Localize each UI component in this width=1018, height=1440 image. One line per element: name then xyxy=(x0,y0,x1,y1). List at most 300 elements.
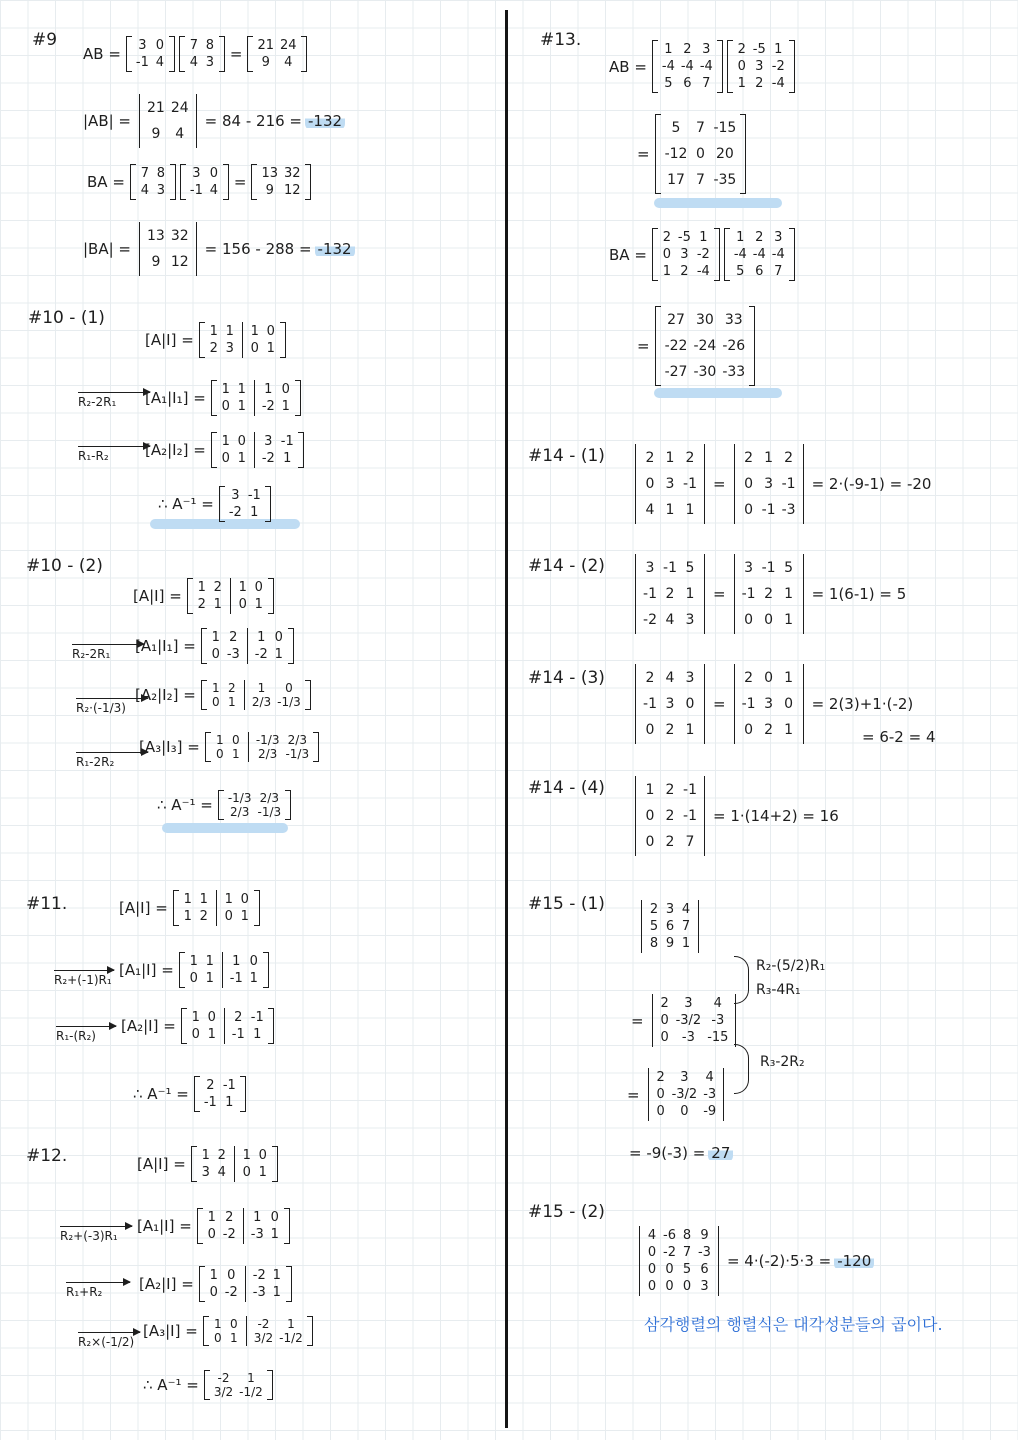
matrix-entry: 21 xyxy=(257,38,274,53)
equation-ab: AB = 3 0 -1 4 7 8 4 3 = 21 24 9 4 xyxy=(80,36,309,72)
matrix-entry: 0 xyxy=(660,1030,669,1045)
matrix-entry: 0 xyxy=(250,341,259,356)
matrix-entry: 1 xyxy=(274,647,283,662)
matrix-entry: -1 xyxy=(250,1010,264,1025)
row-operation: R₁-2R₂ xyxy=(76,752,148,769)
problem-label: #14 - (3) xyxy=(528,668,605,688)
matrix-entry: -3 xyxy=(226,647,240,662)
matrix-entry: 1 xyxy=(662,264,672,279)
matrix-entry: -3/2 xyxy=(675,1013,702,1028)
matrix-entry: 8 xyxy=(682,1228,692,1243)
matrix-entry: 0 xyxy=(231,733,240,747)
product-result: = 5 7 -15 -12 0 20 17 7 -35 xyxy=(634,114,748,194)
matrix-entry: 4 xyxy=(681,902,691,917)
highlighted-answer: -132 xyxy=(315,240,355,258)
determinant-step: = 2 3 4 0 -3/2 -3 0 0 -9 xyxy=(624,1068,729,1121)
matrix-entry: 0 xyxy=(764,612,774,628)
matrix-entry: 7 xyxy=(189,38,198,53)
augmented-step: [A|I] = 1 1 1 2 1 0 0 1 xyxy=(116,890,262,926)
problem-label: #13. xyxy=(540,30,582,50)
matrix-entry: 0 xyxy=(662,247,672,262)
matrix-entry: 0 xyxy=(784,696,794,712)
matrix-entry: -1/3 xyxy=(277,695,301,709)
row-operation: R₂-2R₁ xyxy=(72,644,144,661)
matrix-entry: -1 xyxy=(683,476,697,492)
equation-ab: AB = 1 2 3 -4 -4 -4 5 6 7 2 -5 1 0 3 -2 1 2 -4 xyxy=(606,40,797,93)
matrix-entry: 4 xyxy=(665,670,675,686)
matrix-entry: -1/2 xyxy=(279,1331,303,1345)
augmented-step: [A₁|I₁] = 1 2 0 -3 1 0 -2 1 xyxy=(132,628,296,664)
matrix-entry: -1 xyxy=(189,183,203,198)
matrix-entry: 5 xyxy=(784,560,794,576)
matrix-entry: 1 xyxy=(207,1210,216,1225)
highlighted-answer: -120 xyxy=(834,1252,874,1270)
matrix-entry: -9 xyxy=(703,1104,717,1119)
matrix-entry: 3 xyxy=(684,996,693,1011)
matrix-entry: 3 xyxy=(700,1279,709,1294)
matrix-entry: 0 xyxy=(211,647,220,662)
matrix-entry: 2 xyxy=(225,1210,234,1225)
matrix-entry: 2/3 xyxy=(259,791,279,805)
matrix-entry: 1 xyxy=(229,1331,238,1345)
matrix xyxy=(652,40,723,93)
row-operation: R₂×(-1/2) xyxy=(78,1332,140,1349)
matrix-entry: 2 xyxy=(764,722,774,738)
matrix-entry: -2 xyxy=(261,399,275,414)
inverse-answer: ∴ A⁻¹ = -1/3 2/3 2/3 -1/3 xyxy=(154,790,293,820)
row-operation: R₂+(-3)R₁ xyxy=(60,1226,132,1243)
matrix-entry: 1 xyxy=(270,1227,279,1242)
matrix-entry: 0 xyxy=(237,434,246,449)
determinant xyxy=(632,776,708,856)
matrix-entry: 1 xyxy=(237,451,246,466)
matrix-entry: -2 xyxy=(217,1371,230,1385)
matrix-entry: 0 xyxy=(242,1165,251,1180)
matrix-entry: 0 xyxy=(744,612,754,628)
row-operation: R₁+R₂ xyxy=(66,1282,130,1299)
matrix-entry: 1 xyxy=(201,1148,210,1163)
matrix xyxy=(126,36,175,72)
augmented-step: [A|I] = 1 2 3 4 1 0 0 1 xyxy=(134,1146,280,1182)
row-operation: R₂+(-1)R₁ xyxy=(54,970,114,987)
matrix-entry: 2 xyxy=(645,670,655,686)
matrix-entry: 1 xyxy=(272,1285,281,1300)
matrix-entry: 6 xyxy=(755,264,764,279)
matrix-entry: 0 xyxy=(227,1268,236,1283)
augmented-step: [A₃|I] = 1 0 0 1 -2 1 3/2 -1/2 xyxy=(140,1316,315,1346)
augmented-step: [A|I] = 1 2 2 1 1 0 0 1 xyxy=(130,578,276,614)
matrix-entry: 17 xyxy=(667,172,685,188)
matrix-entry: 0 xyxy=(224,909,233,924)
matrix-entry: 0 xyxy=(645,834,655,850)
matrix-entry: 1 xyxy=(197,580,206,595)
matrix-entry: 3 xyxy=(225,341,234,356)
matrix-entry: 1 xyxy=(250,324,259,339)
augmented-step: [A₂|I] = 1 0 0 -2 -2 1 -3 1 xyxy=(136,1266,294,1302)
matrix-entry: 1 xyxy=(183,892,192,907)
matrix-entry: 4 xyxy=(175,126,185,142)
matrix-entry: 9 xyxy=(151,126,161,142)
matrix-entry: 1 xyxy=(231,747,240,761)
augmented-matrix xyxy=(201,628,294,664)
augmented-matrix xyxy=(199,1266,292,1302)
matrix-entry: 32 xyxy=(170,228,189,244)
matrix-entry: 7 xyxy=(695,120,705,136)
matrix-entry: 0 xyxy=(207,1227,216,1242)
matrix-entry: 3 xyxy=(201,1165,210,1180)
matrix-entry: 3 xyxy=(205,55,214,70)
matrix-entry: -3 xyxy=(711,1013,725,1028)
matrix-entry: 2 xyxy=(645,450,655,466)
matrix-entry: -1 xyxy=(231,1027,245,1042)
matrix-entry: 8 xyxy=(156,166,166,181)
matrix-entry: 1 xyxy=(264,382,273,397)
matrix-entry: 1 xyxy=(645,782,655,798)
matrix-entry: -4 xyxy=(661,59,675,74)
matrix-entry: 1 xyxy=(249,971,258,986)
matrix-entry: 1 xyxy=(227,695,236,709)
matrix-entry: -6 xyxy=(663,1228,676,1243)
matrix-entry: 0 xyxy=(221,451,230,466)
matrix-entry: 3 xyxy=(192,166,201,181)
matrix-entry: 4 xyxy=(284,55,293,70)
augmented-matrix xyxy=(211,432,304,468)
matrix-entry: -1 xyxy=(741,586,756,602)
determinant xyxy=(731,554,807,634)
matrix-entry: 0 xyxy=(238,597,247,612)
matrix-entry: -2 xyxy=(663,1245,676,1260)
matrix-entry: -3/2 xyxy=(671,1087,698,1102)
matrix-entry: -1 xyxy=(643,586,657,602)
row-operation: R₁-R₂ xyxy=(78,446,150,463)
matrix-entry: 3/2 xyxy=(213,1385,234,1399)
matrix xyxy=(180,164,229,200)
matrix-entry: 2 xyxy=(755,76,764,91)
matrix-entry: 0 xyxy=(285,681,293,695)
matrix-entry: 9 xyxy=(151,254,161,270)
matrix-entry: 1 xyxy=(736,230,745,245)
augmented-matrix xyxy=(203,1316,313,1346)
highlighted-answer: 27 xyxy=(708,1144,733,1162)
matrix-entry: 5 xyxy=(685,560,695,576)
matrix-entry: -1 xyxy=(135,55,149,70)
matrix-entry: 0 xyxy=(207,1010,216,1025)
matrix-entry: -1 xyxy=(683,782,697,798)
matrix-entry: -12 xyxy=(664,146,688,162)
matrix-entry: -1 xyxy=(741,696,756,712)
matrix-entry: -4 xyxy=(699,59,713,74)
problem-label: #10 - (2) xyxy=(26,556,103,576)
answer-highlight xyxy=(162,823,288,833)
inverse-answer: ∴ A⁻¹ = -2 1 3/2 -1/2 xyxy=(140,1370,275,1400)
augmented-step: [A₁|I] = 1 1 0 1 1 0 -1 1 xyxy=(116,952,271,988)
matrix-entry: 1 xyxy=(240,909,249,924)
matrix-entry: 4 xyxy=(647,1228,657,1243)
row-operation: R₁-(R₂) xyxy=(56,1026,116,1043)
matrix-entry: 1 xyxy=(205,971,214,986)
matrix-entry: -1 xyxy=(222,1078,236,1093)
matrix-entry: 7 xyxy=(695,172,705,188)
matrix-entry: 5 xyxy=(671,120,681,136)
matrix-entry: 9 xyxy=(700,1228,709,1243)
matrix-entry: 0 xyxy=(645,722,655,738)
augmented-matrix xyxy=(187,578,274,614)
matrix-entry: 0 xyxy=(211,695,220,709)
matrix-entry: -4 xyxy=(752,247,766,262)
row-operation: R₂-2R₁ xyxy=(78,392,150,409)
augmented-matrix xyxy=(191,1146,278,1182)
matrix-entry: 0 xyxy=(647,1245,657,1260)
matrix-entry: 2 xyxy=(755,230,764,245)
matrix-entry: 0 xyxy=(221,399,230,414)
determinant xyxy=(649,994,740,1047)
augmented-step: [A₂|I₂] = 1 0 0 1 3 -1 -2 1 xyxy=(142,432,306,468)
matrix-entry: 1 xyxy=(191,1010,200,1025)
matrix-entry: 3 xyxy=(156,183,166,198)
matrix-entry: -1/3 xyxy=(285,747,310,761)
matrix-entry: -3 xyxy=(781,502,796,518)
determinant xyxy=(636,1226,722,1296)
matrix-entry: 33 xyxy=(724,312,743,328)
matrix-entry: 3 xyxy=(665,902,675,917)
matrix-entry: 0 xyxy=(682,1279,692,1294)
matrix-entry: -2 xyxy=(771,59,785,74)
matrix-entry: 0 xyxy=(240,892,249,907)
determinant xyxy=(136,94,200,148)
matrix-entry: 2 xyxy=(744,450,754,466)
matrix-entry: 1 xyxy=(281,399,290,414)
matrix-entry: 21 xyxy=(147,100,165,116)
matrix-entry: 1 xyxy=(225,324,234,339)
equation-ba: BA = 2 -5 1 0 3 -2 1 2 -4 1 2 3 -4 -4 -4 5 6 7 xyxy=(606,228,797,281)
matrix-entry: 4 xyxy=(713,996,722,1011)
matrix-entry: 2/3 xyxy=(230,805,250,819)
matrix-entry: 2 xyxy=(764,586,774,602)
matrix-entry: 0 xyxy=(744,502,754,518)
matrix xyxy=(727,40,795,93)
matrix-entry: 0 xyxy=(737,59,746,74)
matrix-entry: 2 xyxy=(665,834,675,850)
augmented-step: [A₁|I] = 1 2 0 -2 1 0 -3 1 xyxy=(134,1208,292,1244)
matrix-entry: -4 xyxy=(680,59,694,74)
matrix xyxy=(724,228,795,281)
matrix-entry: 0 xyxy=(647,1262,657,1277)
matrix xyxy=(655,306,756,386)
augmented-step: [A₂|I] = 1 0 0 1 2 -1 -1 1 xyxy=(118,1008,276,1044)
matrix-entry: -2 xyxy=(252,1268,266,1283)
matrix-entry: 1 xyxy=(215,733,224,747)
matrix-entry: 1 xyxy=(224,892,233,907)
problem-label: #14 - (4) xyxy=(528,778,605,798)
matrix-entry: 2 xyxy=(227,681,236,695)
augmented-matrix xyxy=(201,680,311,710)
matrix-entry: 1 xyxy=(189,954,198,969)
matrix-entry: 1 xyxy=(665,450,675,466)
matrix-entry: -4 xyxy=(733,247,747,262)
matrix-entry: 2 xyxy=(197,597,206,612)
matrix-entry: -35 xyxy=(713,172,737,188)
determinant-equation: 2 1 2 0 3 -1 4 1 1 = 2 1 2 0 3 -1 0 -1 -3 = 2·(-9-1) = -20 xyxy=(630,444,934,524)
matrix-entry: 3 xyxy=(702,42,711,57)
row-op-arrow xyxy=(734,1044,749,1094)
matrix-entry: 2 xyxy=(685,450,695,466)
matrix-entry: 0 xyxy=(191,1027,200,1042)
matrix-entry: 3 xyxy=(755,59,764,74)
answer-highlight xyxy=(654,388,782,398)
row-operation: R₂-(5/2)R₁ xyxy=(756,958,826,974)
matrix-entry: -4 xyxy=(696,264,710,279)
matrix-entry: -1 xyxy=(247,488,261,503)
augmented-matrix xyxy=(181,1008,274,1044)
matrix-entry: 5 xyxy=(736,264,745,279)
matrix-entry: -1/3 xyxy=(257,805,282,819)
matrix-entry: 1 xyxy=(784,670,794,686)
matrix-entry: 0 xyxy=(665,1262,674,1277)
problem-label: #15 - (2) xyxy=(528,1202,605,1222)
matrix xyxy=(247,36,306,72)
matrix-entry: 1 xyxy=(199,892,208,907)
matrix-entry: -1 xyxy=(280,434,294,449)
matrix-entry: 0 xyxy=(209,1285,218,1300)
matrix-entry: -4 xyxy=(771,76,785,91)
matrix-entry: 1 xyxy=(266,341,275,356)
matrix-entry: -1 xyxy=(683,808,697,824)
matrix-entry: 20 xyxy=(715,146,734,162)
matrix-entry: 1 xyxy=(221,434,230,449)
matrix-entry: -5 xyxy=(752,42,766,57)
matrix-entry: 1 xyxy=(784,722,794,738)
matrix-entry: 13 xyxy=(147,228,165,244)
matrix-entry: 2 xyxy=(683,42,692,57)
matrix-entry: -1 xyxy=(643,696,657,712)
matrix-entry: 0 xyxy=(155,38,164,53)
matrix xyxy=(655,114,747,194)
matrix-entry: 4 xyxy=(189,55,198,70)
matrix-entry: 6 xyxy=(683,76,692,91)
matrix-entry: 0 xyxy=(209,166,218,181)
matrix-entry: -2 xyxy=(222,1227,236,1242)
matrix-entry: 4 xyxy=(705,1070,714,1085)
matrix-entry: -1/2 xyxy=(239,1385,263,1399)
matrix-entry: 5 xyxy=(664,76,673,91)
matrix-entry: -2 xyxy=(228,505,242,520)
row-operation: R₃-4R₁ xyxy=(756,982,801,998)
matrix-entry: -1/3 xyxy=(255,733,280,747)
augmented-step: [A₁|I₁] = 1 1 0 1 1 0 -2 1 xyxy=(142,380,303,416)
matrix-entry: 5 xyxy=(649,919,659,934)
determinant-step xyxy=(636,900,704,953)
matrix-entry: 2 xyxy=(209,341,218,356)
matrix-entry: 0 xyxy=(254,580,263,595)
matrix-entry: 2 xyxy=(665,722,675,738)
matrix-entry: 24 xyxy=(279,38,297,53)
problem-label: #11. xyxy=(26,894,68,914)
matrix-entry: 5 xyxy=(682,1262,692,1277)
matrix-entry: -1 xyxy=(761,560,776,576)
matrix-entry: 0 xyxy=(647,1279,657,1294)
matrix-entry: 2 xyxy=(737,42,746,57)
matrix-entry: 7 xyxy=(681,919,691,934)
matrix-entry: 1 xyxy=(207,1027,216,1042)
matrix-entry: 2 xyxy=(784,450,794,466)
determinant xyxy=(136,222,200,276)
matrix-entry: 3/2 xyxy=(253,1331,274,1345)
matrix-entry: 1 xyxy=(258,1165,267,1180)
matrix-entry: 0 xyxy=(685,696,695,712)
augmented-matrix xyxy=(173,890,260,926)
matrix-entry: 1 xyxy=(211,630,220,645)
determinant-step: = 2 3 4 0 -3/2 -3 0 -3 -15 xyxy=(628,994,741,1047)
matrix-entry: 0 xyxy=(270,1210,279,1225)
matrix xyxy=(204,1370,273,1400)
matrix-entry: 2 xyxy=(744,670,754,686)
equation-det-ab: |AB| = 21 24 9 4 = 84 - 216 = -132 xyxy=(80,94,345,148)
matrix-entry: -26 xyxy=(722,338,746,354)
matrix-entry: 1 xyxy=(232,954,241,969)
matrix-entry: 2/3 xyxy=(257,747,278,761)
matrix-entry: 1 xyxy=(247,1371,255,1385)
matrix-entry: 3 xyxy=(680,247,689,262)
matrix-entry: 0 xyxy=(665,1279,674,1294)
matrix xyxy=(219,486,271,522)
matrix-entry: 1 xyxy=(242,1148,251,1163)
determinant xyxy=(731,444,807,524)
matrix-entry: 1 xyxy=(225,1095,234,1110)
matrix-entry: 1 xyxy=(664,42,673,57)
matrix-entry: 7 xyxy=(774,264,783,279)
matrix-entry: 0 xyxy=(764,670,774,686)
matrix-entry: -1 xyxy=(663,560,677,576)
matrix-entry: 12 xyxy=(283,183,301,198)
matrix-entry: -1 xyxy=(781,476,796,492)
answer-highlight xyxy=(654,198,782,208)
matrix-entry: -1/3 xyxy=(227,791,252,805)
matrix-entry: -1 xyxy=(229,971,243,986)
matrix-entry: 2 xyxy=(665,808,675,824)
matrix-entry: 4 xyxy=(665,612,675,628)
matrix-entry: 0 xyxy=(656,1104,665,1119)
matrix-entry: 1 xyxy=(257,681,266,695)
determinant-equation: 3 -1 5 -1 2 1 -2 4 3 = 3 -1 5 -1 2 1 0 0 1 = 1(6-1) = 5 xyxy=(630,554,909,634)
augmented-step: [A₃|I₃] = 1 0 0 1 -1/3 2/3 2/3 -1/3 xyxy=(136,732,321,762)
matrix-entry: 0 xyxy=(656,1087,665,1102)
matrix-entry: 2 xyxy=(665,782,675,798)
equation-det-ba: |BA| = 13 32 9 12 = 156 - 288 = -132 xyxy=(80,222,355,276)
matrix-entry: 2 xyxy=(217,1148,226,1163)
matrix-entry: -3 xyxy=(250,1227,264,1242)
matrix-entry: 3 xyxy=(774,230,783,245)
matrix-entry: -30 xyxy=(693,364,717,380)
augmented-matrix xyxy=(179,952,269,988)
matrix-entry: 2 xyxy=(229,630,238,645)
determinant-result: = 6-2 = 4 xyxy=(862,728,936,746)
matrix-entry: 0 xyxy=(281,382,290,397)
highlighted-answer: -132 xyxy=(305,112,345,130)
augmented-matrix xyxy=(197,1208,290,1244)
matrix-entry: 1 xyxy=(253,1210,262,1225)
matrix-entry: -24 xyxy=(693,338,717,354)
matrix-entry: 1 xyxy=(257,630,266,645)
matrix-entry: 4 xyxy=(140,183,150,198)
matrix-entry: 24 xyxy=(170,100,189,116)
matrix-entry: 3 xyxy=(680,1070,689,1085)
augmented-matrix xyxy=(211,380,301,416)
product-result: = 27 30 33 -22 -24 -26 -27 -30 -33 xyxy=(634,306,757,386)
augmented-step: [A₂|I₂] = 1 2 0 1 1 0 2/3 -1/3 xyxy=(132,680,313,710)
matrix-entry: 0 xyxy=(229,1317,238,1331)
matrix-entry: 2 xyxy=(234,1010,243,1025)
matrix-entry: -2 xyxy=(257,1317,270,1331)
